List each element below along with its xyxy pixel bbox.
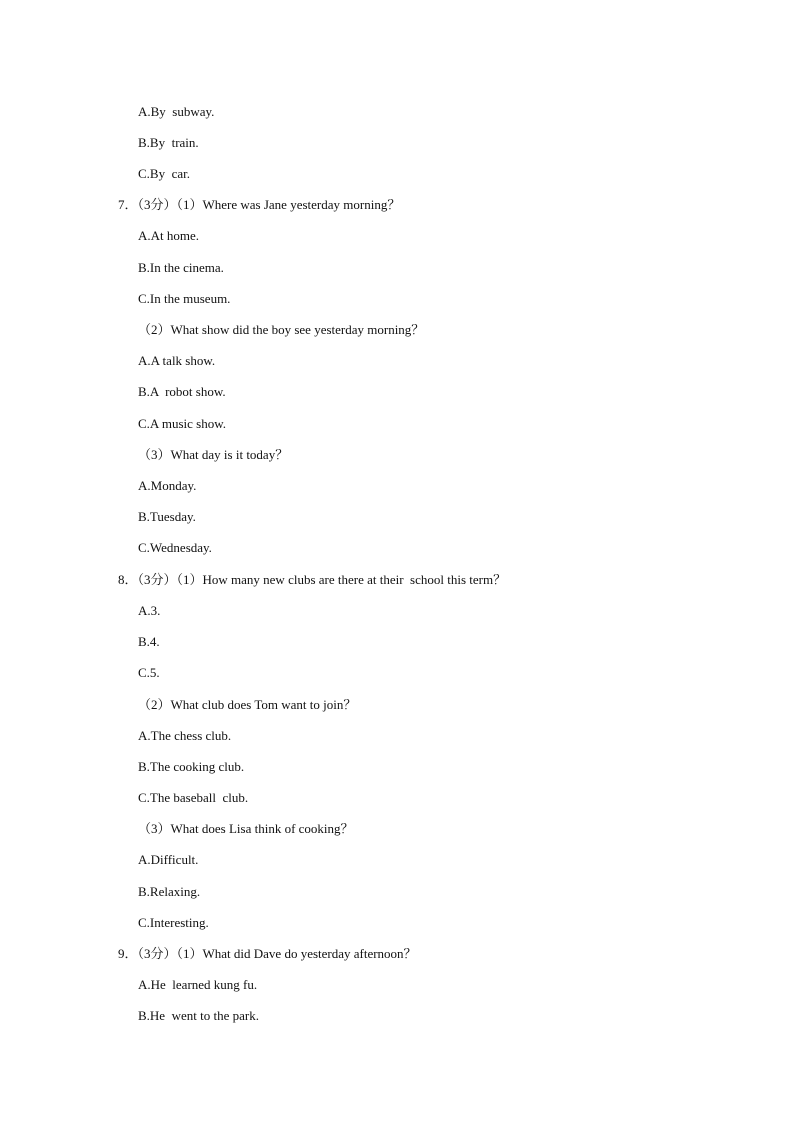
option-line: B.He went to the park. — [138, 1008, 259, 1023]
option-line: C.5. — [138, 665, 160, 680]
question-7-line: 7．（3分）（1）Where was Jane yesterday morning？ — [118, 197, 401, 212]
option-line: C.The baseball club. — [138, 790, 249, 805]
subquestion-line: （3）What day is it today？ — [138, 447, 289, 462]
option-line: A.A talk show. — [138, 353, 216, 368]
subquestion-line: （2）What club does Tom want to join？ — [138, 697, 357, 712]
option-line: B.Tuesday. — [138, 509, 196, 524]
option-line: A.Difficult. — [138, 852, 199, 867]
option-line: C.Interesting. — [138, 915, 209, 930]
option-line: C.By car. — [138, 166, 190, 181]
option-line: B.In the cinema. — [138, 260, 224, 275]
option-line: C.A music show. — [138, 416, 226, 431]
option-line: A.At home. — [138, 228, 200, 243]
subquestion-line: （3）What does Lisa think of cooking？ — [138, 821, 354, 836]
option-line: B.A robot show. — [138, 384, 226, 399]
option-line: A.By subway. — [138, 104, 215, 119]
question-8-line: 8．（3分）（1）How many new clubs are there at their school this term？ — [118, 572, 507, 587]
option-line: C.Wednesday. — [138, 540, 212, 555]
subquestion-line: （2）What show did the boy see yesterday morning？ — [138, 322, 425, 337]
option-line: A.3. — [138, 603, 161, 618]
option-line: B.Relaxing. — [138, 884, 201, 899]
option-line: B.4. — [138, 634, 160, 649]
option-line: B.By train. — [138, 135, 199, 150]
option-line: B.The cooking club. — [138, 759, 245, 774]
option-line: A.The chess club. — [138, 728, 232, 743]
option-line: C.In the museum. — [138, 291, 231, 306]
question-9-line: 9．（3分）（1）What did Dave do yesterday afternoon？ — [118, 946, 417, 961]
option-line: A.He learned kung fu. — [138, 977, 258, 992]
option-line: A.Monday. — [138, 478, 197, 493]
